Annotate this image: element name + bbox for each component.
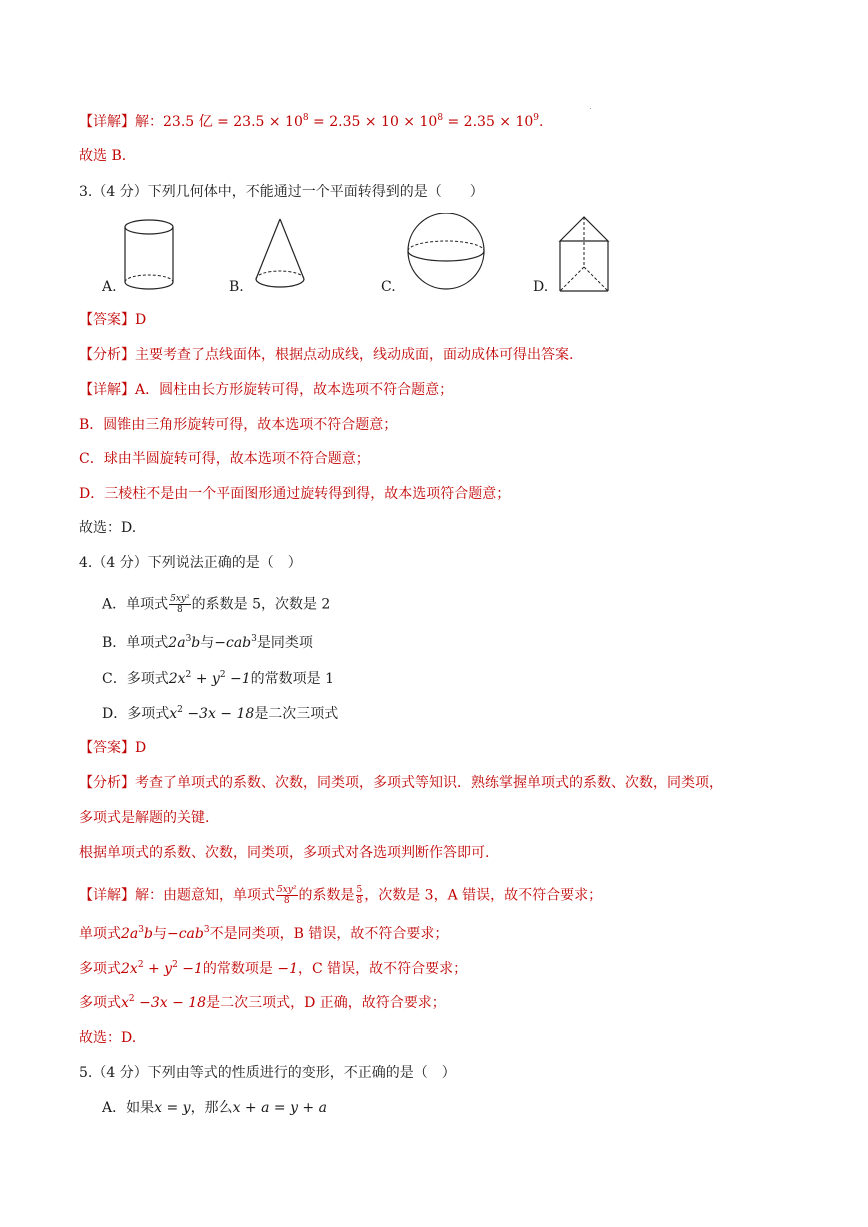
q4-option-a: A．单项式 $\frac{\text{5xy²}}{8}$ 的系数是 5，次数是 2 <box>102 594 331 615</box>
q3-option-a-label: A. <box>102 279 117 295</box>
q3-stem: 3.（4 分）下列几何体中，不能通过一个平面转得到的是（ ） <box>79 184 484 200</box>
top-choose: 故选 B. <box>79 148 127 164</box>
q4-analysis-3: 根据单项式的系数、次数，同类项，多项式对各选项判断作答即可. <box>79 845 490 861</box>
q3-analysis: 【分析】主要考查了点线面体，根据点动成线，线动成面，面动成体可得出答案. <box>79 347 574 363</box>
q4-option-b: B．单项式$2a^3b$与−cab$^3$是同类项 <box>102 634 313 651</box>
cone-figure <box>250 213 310 295</box>
q3-detail: 【详解】A．圆柱由长方形旋转可得，故本选项不符合题意； <box>79 382 454 398</box>
q3-detail-b: B．圆锥由三角形旋转可得，故本选项不符合题意； <box>79 417 398 433</box>
q3-answer: 【答案】D <box>79 312 147 328</box>
q4-choose: 故选：D. <box>79 1030 137 1046</box>
q4-detail-4: 多项式$x^2 -3x - 18$是二次三项式，D 正确，故符合要求； <box>79 994 446 1011</box>
q4-option-d: D．多项式$x^2 -3x - 18$是二次三项式 <box>102 705 339 722</box>
q3-detail-d: D．三棱柱不是由一个平面图形通过旋转得到得，故本选项符合题意； <box>79 486 511 502</box>
fraction: $\frac{\text{5xy²}}{8}$ <box>170 594 190 615</box>
q4-detail-2: 单项式$2a^3b$与−cab$^3$不是同类项，B 错误，故不符合要求； <box>79 925 449 942</box>
q3-option-d-label: D. <box>533 279 549 295</box>
q4-detail-1: 【详解】解：由题意知，单项式 $\frac{\text{5xy²}}{8}$ 的系数是 $\frac{5}{8}$ ，次数是 3，A 错误，故不符合要求； <box>79 885 603 906</box>
q4-option-c: C．多项式$2x^2 + y^2 -1$的常数项是 1 <box>102 670 334 687</box>
q3-choose: 故选：D. <box>79 520 137 536</box>
q4-stem: 4.（4 分）下列说法正确的是（ ） <box>79 555 302 571</box>
q3-detail-c: C．球由半圆旋转可得，故本选项不符合题意； <box>79 451 370 467</box>
top-detail-line: 【详解】解：23.5 亿 = $23.5 \times 10^8 = 2.35 \times 10 \times 10^8 = 2.35 \times 10^9$. <box>79 113 544 130</box>
cylinder-figure <box>120 213 182 295</box>
detail-tag: 【详解】 <box>79 114 135 130</box>
q5-stem: 5.（4 分）下列由等式的性质进行的变形，不正确的是（ ） <box>79 1065 456 1081</box>
sphere-figure <box>402 213 492 295</box>
q3-option-c-label: C. <box>381 279 396 295</box>
q4-detail-3: 多项式$2x^2 + y^2 -1$的常数项是 −1，C 错误，故不符合要求； <box>79 960 468 977</box>
q4-analysis: 【分析】考查了单项式的系数、次数，同类项，多项式等知识．熟练掌握单项式的系数、次数，同类项， <box>79 775 723 791</box>
triangular-prism-figure <box>554 213 614 295</box>
q4-answer: 【答案】D <box>79 740 147 756</box>
stray-mark <box>590 108 591 109</box>
q3-option-b-label: B. <box>229 279 244 295</box>
q5-option-a: A．如果x = y，那么x + a = y + a <box>102 1100 327 1116</box>
q4-analysis-2: 多项式是解题的关键. <box>79 810 210 826</box>
